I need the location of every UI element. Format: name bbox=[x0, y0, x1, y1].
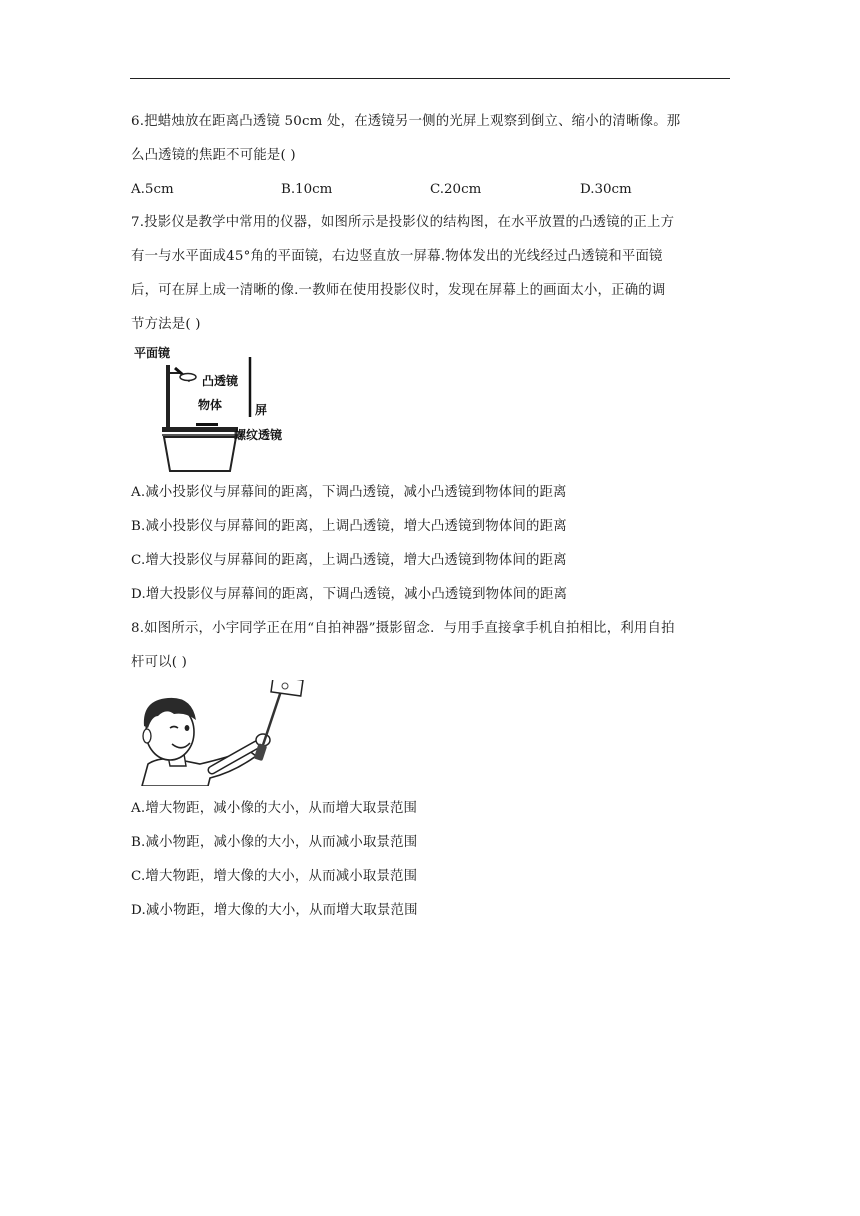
q7-option-d: D.增大投影仪与屏幕间的距离，下调凸透镜，减小凸透镜到物体间的距离 bbox=[131, 587, 568, 602]
q6-option-b: B.10cm bbox=[281, 182, 333, 197]
header-rule bbox=[130, 78, 730, 79]
q6-option-c: C.20cm bbox=[430, 182, 482, 197]
figure-label-lens: 凸透镜 bbox=[202, 374, 239, 388]
q7-option-a: A.减小投影仪与屏幕间的距离，下调凸透镜，减小凸透镜到物体间的距离 bbox=[131, 485, 567, 500]
q8-stem-line2: 杆可以( ) bbox=[131, 655, 188, 670]
q7-option-c: C.增大投影仪与屏幕间的距离，上调凸透镜，增大凸透镜到物体间的距离 bbox=[131, 553, 567, 568]
figure-label-fresnel: 螺纹透镜 bbox=[234, 428, 283, 442]
selfie-drawing bbox=[130, 680, 310, 786]
q6-stem-line1: 6.把蜡烛放在距离凸透镜 50cm 处，在透镜另一侧的光屏上观察到倒立、缩小的清晰像。那 bbox=[131, 114, 681, 129]
q6-option-d: D.30cm bbox=[580, 182, 632, 197]
q7-stem-line4: 节方法是( ) bbox=[131, 317, 201, 332]
q8-option-b: B.减小物距，减小像的大小，从而减小取景范围 bbox=[131, 835, 418, 850]
q6-option-a: A.5cm bbox=[131, 182, 174, 197]
q7-stem-line3: 后，可在屏上成一清晰的像.一教师在使用投影仪时，发现在屏幕上的画面太小，正确的调 bbox=[131, 283, 666, 298]
q7-stem-line2: 有一与水平面成45°角的平面镜，右边竖直放一屏幕.物体发出的光线经过凸透镜和平面镜 bbox=[131, 249, 663, 264]
q6-stem-line2: 么凸透镜的焦距不可能是( ) bbox=[131, 148, 296, 163]
projector-figure bbox=[130, 343, 300, 475]
figure-label-object: 物体 bbox=[198, 398, 223, 412]
q7-stem-line1: 7.投影仪是教学中常用的仪器，如图所示是投影仪的结构图，在水平放置的凸透镜的正上方 bbox=[131, 215, 675, 230]
q8-option-c: C.增大物距，增大像的大小，从而减小取景范围 bbox=[131, 869, 418, 884]
figure-label-screen: 屏 bbox=[255, 403, 268, 417]
selfie-illustration bbox=[130, 680, 310, 786]
q8-option-a: A.增大物距，减小像的大小，从而增大取景范围 bbox=[131, 801, 418, 816]
figure-label-mirror: 平面镜 bbox=[134, 346, 171, 360]
q8-stem-line1: 8.如图所示，小宇同学正在用“自拍神器”摄影留念．与用手直接拿手机自拍相比，利用自拍 bbox=[131, 621, 675, 636]
q7-option-b: B.减小投影仪与屏幕间的距离，上调凸透镜，增大凸透镜到物体间的距离 bbox=[131, 519, 567, 534]
q8-option-d: D.减小物距，增大像的大小，从而增大取景范围 bbox=[131, 903, 418, 918]
